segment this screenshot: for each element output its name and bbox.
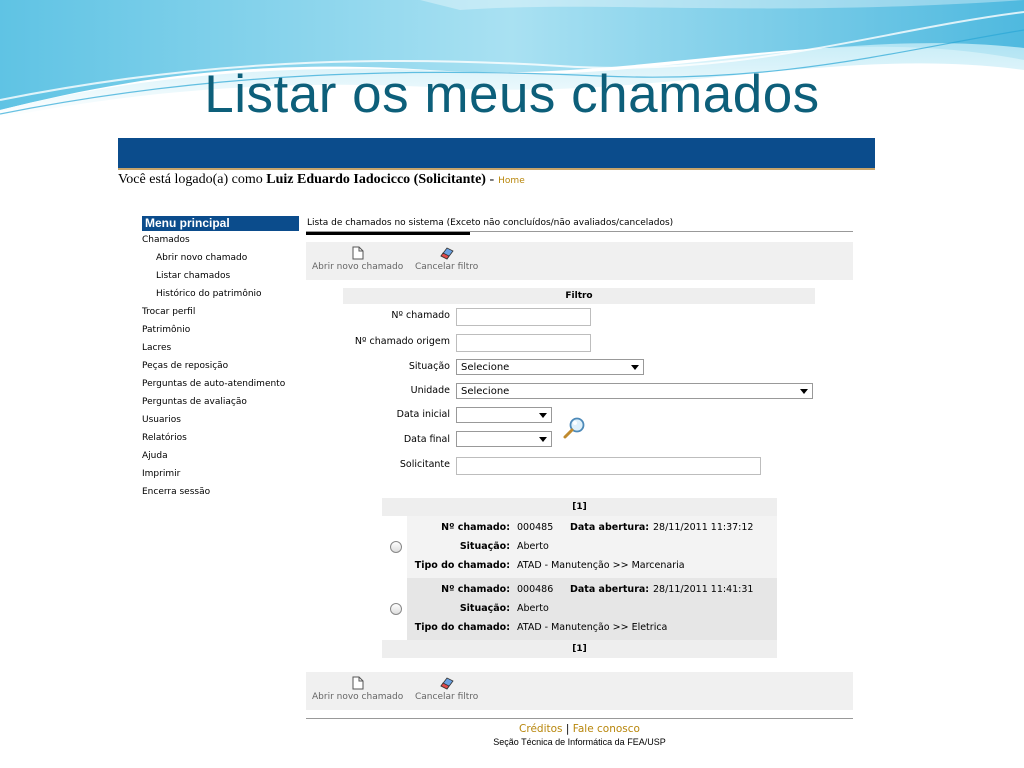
- app-screenshot: [118, 138, 875, 765]
- cancel-filter-button[interactable]: [415, 676, 478, 702]
- situacao-label: Situação: [408, 361, 450, 372]
- new-ticket-label: Abrir novo chamado: [312, 692, 404, 702]
- slide-title: Listar os meus chamados: [204, 65, 820, 124]
- top-banner: [118, 138, 875, 170]
- menu-item-abrir-novo-chamado[interactable]: Abrir novo chamado: [156, 253, 248, 263]
- solicitante-label: Solicitante: [399, 459, 450, 470]
- unidade-select[interactable]: [456, 383, 813, 399]
- institution-name: Seção Técnica de Informática da FEA/USP: [493, 737, 666, 747]
- chevron-down-icon: [539, 437, 547, 442]
- menu-item-encerra-sessao[interactable]: Encerra sessão: [142, 487, 211, 497]
- session-info: [118, 172, 525, 188]
- footer-links: [306, 723, 853, 735]
- chevron-down-icon: [539, 413, 547, 418]
- new-ticket-button[interactable]: [312, 676, 403, 702]
- numero-field[interactable]: [456, 308, 591, 326]
- numero-label: Nº chamado: [391, 310, 450, 321]
- session-prefix: Você está logado(a) como: [118, 172, 263, 187]
- abertura-label: Data abertura:: [570, 522, 650, 533]
- menu-item-usuarios[interactable]: Usuarios: [142, 415, 181, 425]
- pager-bottom[interactable]: [1]: [382, 640, 777, 658]
- menu-header: Menu principal: [142, 216, 299, 231]
- menu-item-ajuda[interactable]: Ajuda: [142, 451, 168, 461]
- session-user: Luiz Eduardo Iadocicco (Solicitante): [266, 172, 486, 187]
- credits-link[interactable]: Créditos: [519, 723, 563, 735]
- new-ticket-button[interactable]: [312, 246, 403, 272]
- ticket-abertura: 28/11/2011 11:37:12: [653, 522, 754, 533]
- ticket-tipo: ATAD - Manutenção >> Eletrica: [517, 622, 668, 633]
- origem-field[interactable]: [456, 334, 591, 352]
- cancel-filter-label: Cancelar filtro: [415, 262, 479, 272]
- data-inicial-select[interactable]: [456, 407, 552, 423]
- data-inicial-label: Data inicial: [396, 409, 450, 420]
- main-menu: [142, 216, 299, 501]
- magnifier-icon[interactable]: [562, 416, 586, 440]
- chevron-down-icon: [631, 365, 639, 370]
- footer-separator: |: [565, 723, 570, 735]
- new-ticket-label: Abrir novo chamado: [312, 262, 404, 272]
- menu-item-historico-patrimonio[interactable]: Histórico do patrimônio: [156, 289, 262, 299]
- ticket-situacao: Aberto: [517, 603, 549, 614]
- list-heading: Lista de chamados no sistema (Exceto não concluídos/não avaliados/cancelados): [306, 216, 853, 232]
- new-document-icon: [352, 676, 364, 690]
- solicitante-field[interactable]: [456, 457, 761, 475]
- menu-item-pecas-reposicao[interactable]: Peças de reposição: [142, 361, 229, 371]
- situacao-label: Situação:: [459, 603, 510, 614]
- new-document-icon: [352, 246, 364, 260]
- ticket-situacao: Aberto: [517, 541, 549, 552]
- cancel-filter-button[interactable]: [415, 246, 478, 272]
- abertura-label: Data abertura:: [570, 584, 650, 595]
- cancel-filter-label: Cancelar filtro: [415, 692, 479, 702]
- menu-item-chamados[interactable]: Chamados: [142, 235, 190, 245]
- ticket-radio[interactable]: [390, 541, 402, 553]
- session-dash: -: [489, 172, 495, 187]
- tipo-label: Tipo do chamado:: [414, 622, 510, 633]
- menu-item-relatorios[interactable]: Relatórios: [142, 433, 187, 443]
- contact-link[interactable]: Fale conosco: [572, 723, 640, 735]
- ticket-tipo: ATAD - Manutenção >> Marcenaria: [517, 560, 685, 571]
- ticket-numero: 000486: [517, 584, 554, 595]
- menu-item-perguntas-avaliacao[interactable]: Perguntas de avaliação: [142, 397, 247, 407]
- menu-item-lacres[interactable]: Lacres: [142, 343, 172, 353]
- data-final-label: Data final: [403, 434, 450, 445]
- situacao-value: Selecione: [461, 362, 510, 373]
- pager-top[interactable]: [1]: [382, 498, 777, 516]
- situacao-label: Situação:: [459, 541, 510, 552]
- menu-item-imprimir[interactable]: Imprimir: [142, 469, 181, 479]
- active-tab-indicator: [306, 232, 470, 235]
- ticket-abertura: 28/11/2011 11:41:31: [653, 584, 754, 595]
- menu-item-listar-chamados[interactable]: Listar chamados: [156, 271, 231, 281]
- toolbar-bottom: [306, 672, 853, 710]
- situacao-select[interactable]: [456, 359, 644, 375]
- numero-label: Nº chamado:: [441, 584, 510, 595]
- unidade-value: Selecione: [461, 386, 510, 397]
- results-table: [382, 498, 777, 664]
- eraser-icon: [439, 246, 455, 260]
- data-final-select[interactable]: [456, 431, 552, 447]
- ticket-numero: 000485: [517, 522, 554, 533]
- menu-item-perguntas-auto-atendimento[interactable]: Perguntas de auto-atendimento: [142, 379, 286, 389]
- ticket-row: [382, 578, 777, 640]
- toolbar-top: [306, 242, 853, 280]
- page-footer: [306, 718, 853, 747]
- numero-label: Nº chamado:: [441, 522, 510, 533]
- ticket-radio[interactable]: [390, 603, 402, 615]
- unidade-label: Unidade: [410, 385, 450, 396]
- origem-label: Nº chamado origem: [354, 336, 450, 347]
- menu-item-patrimonio[interactable]: Patrimônio: [142, 325, 191, 335]
- main-content: [306, 216, 853, 702]
- filter-title: Filtro: [343, 288, 815, 304]
- tipo-label: Tipo do chamado:: [414, 560, 510, 571]
- ticket-row: [382, 516, 777, 578]
- menu-item-trocar-perfil[interactable]: Trocar perfil: [142, 307, 196, 317]
- home-link[interactable]: Home: [498, 176, 525, 186]
- chevron-down-icon: [800, 389, 808, 394]
- eraser-icon: [439, 676, 455, 690]
